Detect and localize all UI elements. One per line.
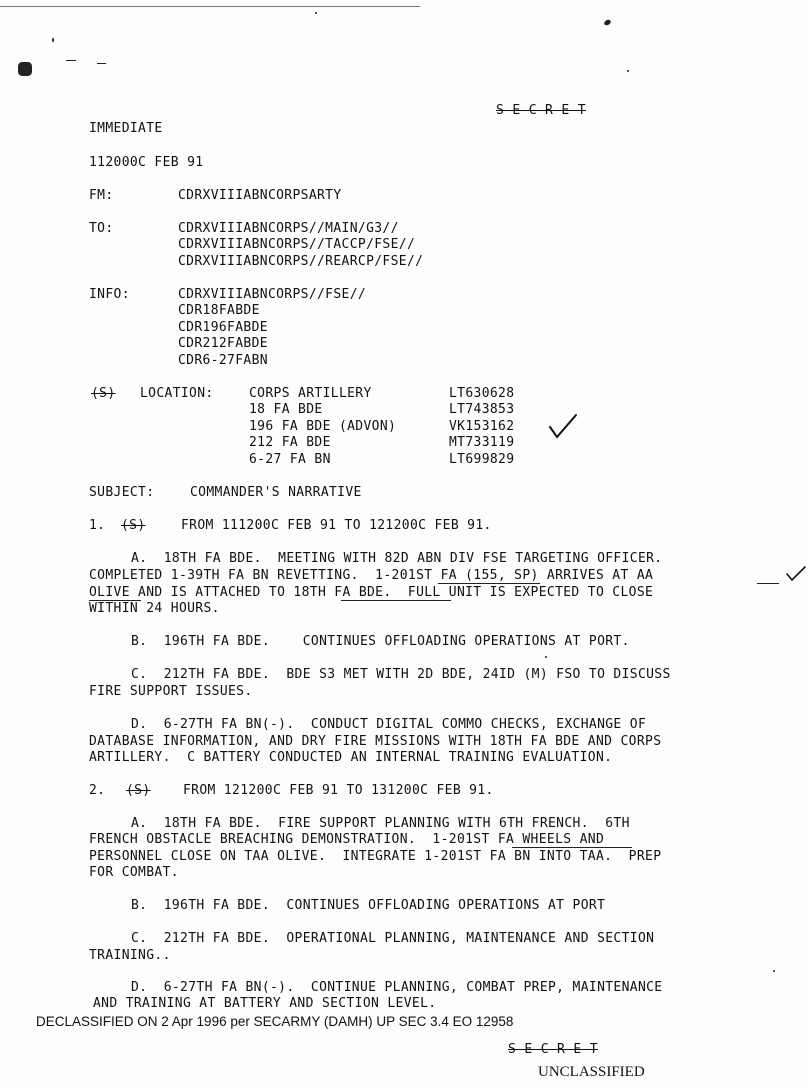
subject-value: COMMANDER'S NARRATIVE <box>190 485 362 500</box>
info-address: CDRXVIIIABNCORPS//FSE// <box>178 287 367 302</box>
to-address: CDRXVIIIABNCORPS//MAIN/G3// <box>178 221 399 236</box>
location-unit: 196 FA BDE (ADVON) <box>249 419 397 434</box>
p1-number: 1. <box>89 518 106 533</box>
classification-top: S E C R E T <box>496 103 586 118</box>
scan-speck <box>52 38 54 42</box>
scan-speck <box>627 70 629 72</box>
date-time-group: 112000C FEB 91 <box>89 155 204 170</box>
p1-c-line: C. 212TH FA BDE. BDE S3 MET WITH 2D BDE, 24ID (M) FSO TO DISCUSS <box>131 667 671 682</box>
p2-a-line: PERSONNEL CLOSE ON TAA OLIVE. INTEGRATE 1-201ST FA BN INTO TAA. PREP <box>89 849 662 864</box>
to-address: CDRXVIIIABNCORPS//TACCP/FSE// <box>178 237 416 252</box>
p2-heading: FROM 121200C FEB 91 TO 131200C FEB 91. <box>183 783 494 798</box>
p2-a-line: A. 18TH FA BDE. FIRE SUPPORT PLANNING WITH 6TH FRENCH. 6TH <box>131 816 630 831</box>
info-address: CDR18FABDE <box>178 303 260 318</box>
info-address: CDR212FABDE <box>178 336 268 351</box>
p2-d-line: D. 6-27TH FA BN(-). CONTINUE PLANNING, COMBAT PREP, MAINTENANCE <box>131 980 663 995</box>
location-unit: 212 FA BDE <box>249 435 331 450</box>
p2-marking: (S) <box>126 783 151 798</box>
scan-speck <box>545 656 547 658</box>
handwritten-underline <box>512 847 632 848</box>
p1-a-line: WITHIN 24 HOURS. <box>89 601 220 616</box>
p1-d-line: ARTILLERY. C BATTERY CONDUCTED AN INTERNAL TRAINING EVALUATION. <box>89 750 613 765</box>
location-grid: LT630628 <box>449 386 515 401</box>
location-grid: LT743853 <box>449 402 515 417</box>
p1-a-line: A. 18TH FA BDE. MEETING WITH 82D ABN DIV FSE TARGETING OFFICER. <box>131 551 663 566</box>
scan-speck <box>773 970 775 972</box>
location-grid: VK153162 <box>449 419 515 434</box>
location-unit: 6-27 FA BN <box>249 452 331 467</box>
p2-number: 2. <box>89 783 106 798</box>
p2-a-line: FOR COMBAT. <box>89 865 179 880</box>
to-label: TO: <box>89 221 114 236</box>
p1-d-line: DATABASE INFORMATION, AND DRY FIRE MISSIONS WITH 18TH FA BDE AND CORPS <box>89 734 662 749</box>
handwritten-checkmark-icon <box>786 566 806 582</box>
to-address: CDRXVIIIABNCORPS//REARCP/FSE// <box>178 254 424 269</box>
location-grid: LT699829 <box>449 452 515 467</box>
p1-a-line: COMPLETED 1-39TH FA BN REVETTING. 1-201ST FA (155, SP) ARRIVES AT AA <box>89 568 654 583</box>
location-marking: (S) <box>91 386 116 401</box>
p2-c-line: C. 212TH FA BDE. OPERATIONAL PLANNING, MAINTENANCE AND SECTION <box>131 931 655 946</box>
p2-b-line: B. 196TH FA BDE. CONTINUES OFFLOADING OPERATIONS AT PORT <box>131 898 606 913</box>
precedence: IMMEDIATE <box>89 121 163 136</box>
info-address: CDR6-27FABN <box>178 353 268 368</box>
handwritten-underline <box>757 583 779 584</box>
scan-speck <box>97 63 106 64</box>
classification-bottom: S E C R E T <box>508 1042 598 1057</box>
p1-d-line: D. 6-27TH FA BN(-). CONDUCT DIGITAL COMMO CHECKS, EXCHANGE OF <box>131 717 647 732</box>
p1-a-line: OLIVE AND IS ATTACHED TO 18TH FA BDE. FULL UNIT IS EXPECTED TO CLOSE <box>89 585 654 600</box>
handwritten-underline <box>438 583 540 584</box>
unclassified-stamp: UNCLASSIFIED <box>538 1064 645 1080</box>
subject-label: SUBJECT: <box>89 485 155 500</box>
scan-speck <box>18 62 32 76</box>
scan-speck <box>315 12 317 14</box>
scan-edge-line <box>0 6 420 7</box>
location-unit: CORPS ARTILLERY <box>249 386 372 401</box>
location-label: LOCATION: <box>140 386 214 401</box>
p1-c-line: FIRE SUPPORT ISSUES. <box>89 684 253 699</box>
info-label: INFO: <box>89 287 130 302</box>
from-label: FM: <box>89 188 114 203</box>
location-unit: 18 FA BDE <box>249 402 323 417</box>
handwritten-underline <box>89 600 141 601</box>
p1-heading: FROM 111200C FEB 91 TO 121200C FEB 91. <box>181 518 492 533</box>
p1-marking: (S) <box>121 518 146 533</box>
p2-c-line: TRAINING.. <box>89 948 171 963</box>
declassification-stamp: DECLASSIFIED ON 2 Apr 1996 per SECARMY (DAMH) UP SEC 3.4 EO 12958 <box>36 1014 514 1029</box>
scan-speck <box>66 60 76 61</box>
p2-d-line: AND TRAINING AT BATTERY AND SECTION LEVEL. <box>93 996 437 1011</box>
location-grid: MT733119 <box>449 435 515 450</box>
handwritten-checkmark-icon <box>548 413 578 439</box>
scan-speck <box>603 19 612 27</box>
handwritten-underline <box>341 600 451 601</box>
info-address: CDR196FABDE <box>178 320 268 335</box>
p1-b-line: B. 196TH FA BDE. CONTINUES OFFLOADING OPERATIONS AT PORT. <box>131 634 630 649</box>
p2-a-line: FRENCH OBSTACLE BREACHING DEMONSTRATION. 1-201ST FA WHEELS AND <box>89 832 605 847</box>
from-value: CDRXVIIIABNCORPSARTY <box>178 188 342 203</box>
